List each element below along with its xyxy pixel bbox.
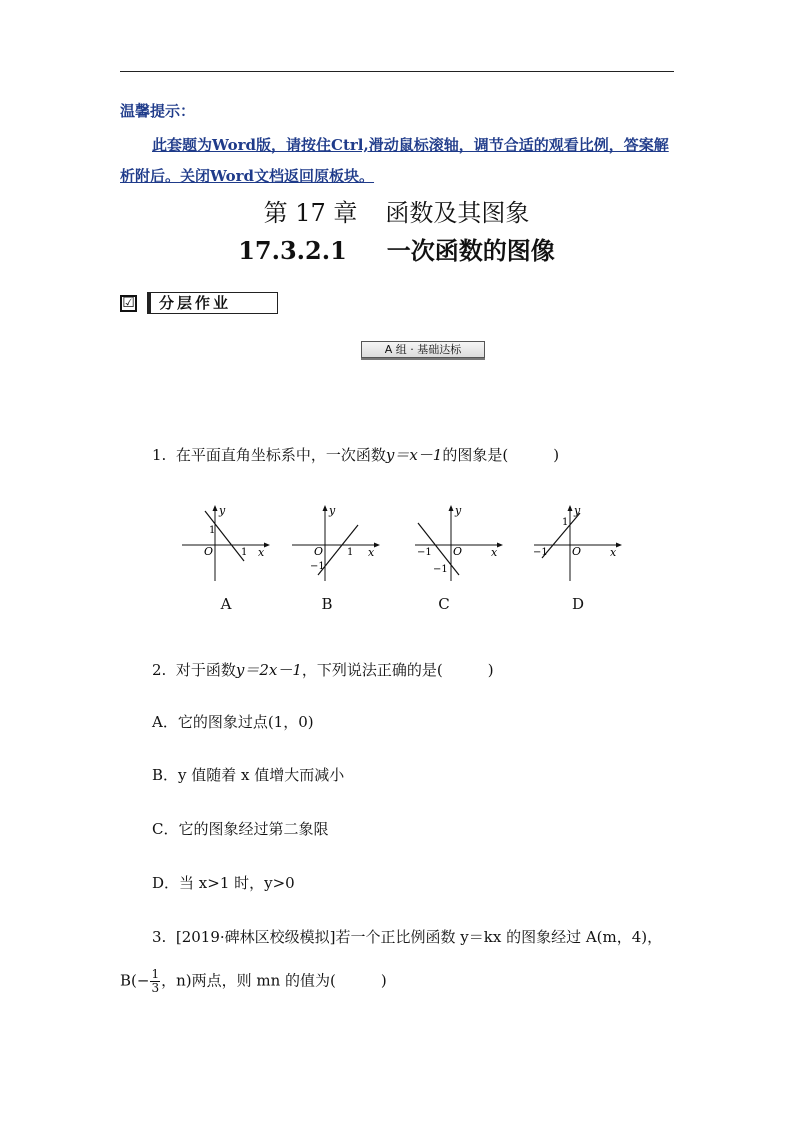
- graph-d-y-label: y: [574, 504, 581, 517]
- graph-b-tick-x: 1: [347, 547, 354, 558]
- question-2-option-b: B．y 值随着 x 值增大而减小: [152, 766, 345, 784]
- graph-a-origin: O: [204, 545, 214, 558]
- question-1-formula: y＝x－1: [385, 446, 443, 464]
- graph-d-origin: O: [572, 545, 582, 558]
- question-3-line-2-post: ，n)两点，则 mn 的值为( ): [161, 971, 387, 990]
- question-3-line-2-pre: B(−: [120, 971, 150, 990]
- question-3-number: 3.: [152, 928, 167, 946]
- graph-a-tick-x: 1: [241, 547, 248, 558]
- graph-b-x-label: x: [368, 546, 375, 559]
- section-title: [0, 231, 793, 266]
- chapter-name: 函数及其图象: [385, 199, 530, 227]
- question-3-line-2: [120, 968, 387, 995]
- graph-c-origin: O: [453, 545, 463, 558]
- question-2-option-c: C．它的图象经过第二象限: [152, 820, 329, 838]
- graph-c-x-label: x: [491, 546, 498, 559]
- question-1-pre: 在平面直角坐标系中，一次函数: [175, 446, 386, 464]
- graph-d-tick-x: −1: [533, 547, 548, 558]
- graph-d-tick-y: 1: [562, 517, 569, 528]
- question-2-post: ，下列说法正确的是( ): [301, 661, 494, 679]
- question-2-formula: y＝2x－1: [235, 661, 302, 679]
- graph-d-label: D: [571, 595, 585, 613]
- graph-a-label: A: [220, 595, 232, 613]
- graph-b-origin: O: [314, 545, 324, 558]
- chapter-title: [0, 193, 793, 228]
- graph-c: [413, 503, 505, 583]
- section-name: 一次函数的图像: [386, 236, 555, 265]
- question-2: [152, 659, 494, 680]
- question-3-stem: [2019·碑林区校级模拟]若一个正比例函数 y＝kx 的图象经过 A(m，4)，: [175, 928, 663, 946]
- graph-b-y-label: y: [329, 504, 336, 517]
- question-2-pre: 对于函数: [175, 661, 236, 679]
- graph-a-tick-y: 1: [209, 525, 216, 536]
- fraction: [150, 968, 160, 995]
- graph-a-x-label: x: [258, 546, 265, 559]
- question-1: [152, 444, 559, 465]
- graph-d-x-label: x: [610, 546, 617, 559]
- graph-b-tick-y: −1: [310, 561, 325, 572]
- chapter-number: 第 17 章: [263, 199, 358, 227]
- hint-body-text: 此套题为Word版，请按住Ctrl,滑动鼠标滚轴，调节合适的观看比例，答案解析附后。关闭Word文档返回原板块。: [120, 136, 669, 185]
- homework-tag: 分层作业: [147, 292, 278, 314]
- fraction-numerator: 1: [151, 967, 160, 981]
- question-2-number: 2.: [152, 661, 167, 679]
- graph-c-label: C: [438, 595, 450, 613]
- fraction-denominator: 3: [151, 981, 160, 995]
- graph-b-label: B: [321, 595, 333, 613]
- hint-title: 温馨提示：: [120, 102, 196, 120]
- header-rule: [120, 71, 674, 72]
- graph-b: [290, 503, 382, 583]
- graph-c-tick-y: −1: [433, 564, 448, 575]
- question-1-post: 的图象是( ): [442, 446, 560, 464]
- graph-a-y-label: y: [219, 504, 226, 517]
- hint-body: [120, 130, 680, 192]
- graph-a: [180, 503, 272, 583]
- group-tag: A 组 · 基础达标: [361, 341, 485, 358]
- question-2-option-a: A．它的图象过点(1，0): [152, 713, 314, 731]
- graph-d: [532, 503, 624, 583]
- graph-c-tick-x: −1: [417, 547, 432, 558]
- question-3-line-1: [152, 926, 662, 947]
- question-2-option-d: D．当 x>1 时，y>0: [152, 874, 295, 892]
- question-1-number: 1.: [152, 446, 167, 464]
- checkbox-icon: ☑: [120, 295, 137, 312]
- graph-c-y-label: y: [455, 504, 462, 517]
- section-number: 17.3.2.1: [238, 236, 347, 265]
